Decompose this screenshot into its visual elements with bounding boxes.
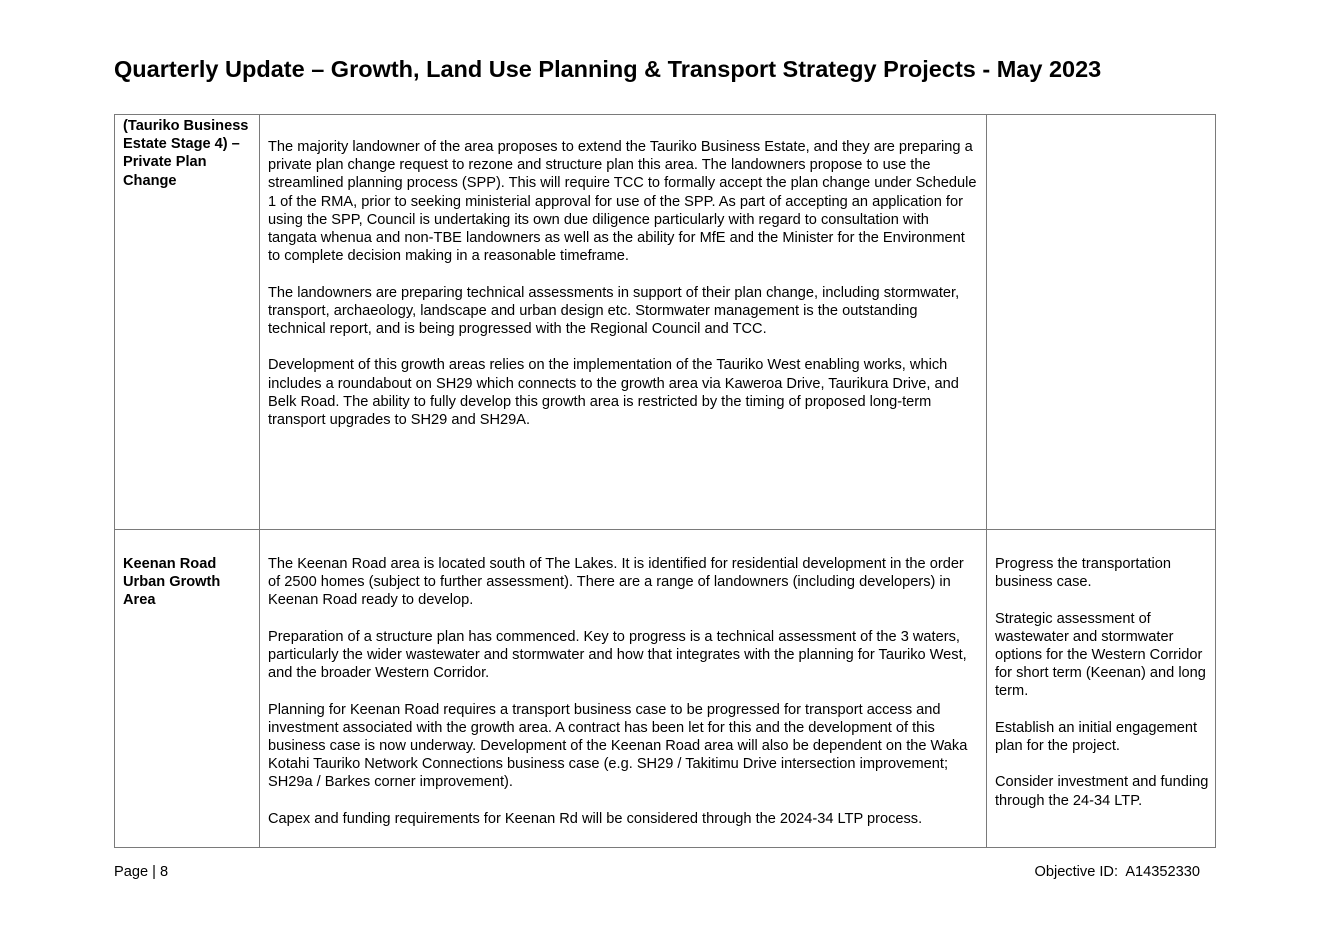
- table-row-keenan-road: [115, 530, 1216, 848]
- next-step-item: Progress the transportation business case.: [995, 556, 1172, 591]
- next-steps-cell: [987, 530, 1216, 848]
- project-table: [114, 114, 1216, 848]
- description-paragraph: Capex and funding requirements for Keenan Rd will be considered through the 2024-34 LTP process.: [268, 810, 923, 827]
- objective-id: Objective ID: A14352330: [1034, 864, 1200, 880]
- project-name: (Tauriko Business Estate Stage 4) – Private Plan Change: [123, 118, 249, 189]
- project-name: Keenan Road Urban Growth Area: [123, 556, 221, 609]
- project-name-cell: [115, 115, 260, 530]
- page-title: Quarterly Update – Growth, Land Use Planning & Transport Strategy Projects - May 2023: [114, 56, 1102, 82]
- page-number: Page | 8: [114, 864, 169, 880]
- project-name-cell: [115, 530, 260, 848]
- next-steps-cell: [987, 115, 1216, 530]
- description-paragraph: The landowners are preparing technical assessments in support of their plan change, including stormwater, transport, archaeology, landscape and urban design etc. Stormwater management is the outstanding technical report, and is being progressed with the Regional Council and TCC.: [268, 284, 960, 338]
- description-paragraph: Development of this growth areas relies on the implementation of the Tauriko West enabling works, which includes a roundabout on SH29 which connects to the growth area via Kaweroa Drive, Taurikura Drive, and Belk Road. The ability to fully develop this growth area is restricted by the timing of proposed long-term transport upgrades to SH29 and SH29A.: [268, 357, 959, 429]
- description-paragraph: The majority landowner of the area proposes to extend the Tauriko Business Estate, and they are preparing a private plan change request to rezone and structure plan this area. The landowners propose to use the streamlined planning process (SPP). This will require TCC to formally accept the plan change under Schedule 1 of the RMA, prior to seeking ministerial approval for use of the SPP. As part of accepting an application for using the SPP, Council is undertaking its own due diligence particularly with regard to consultation with tangata whenua and non-TBE landowners as well as the ability for MfE and the Minister for the Environment to complete decision making in a reasonable timeframe.: [268, 139, 977, 265]
- description-paragraph: The Keenan Road area is located south of The Lakes. It is identified for residential development in the order of 2500 homes (subject to further assessment). There are a range of landowners (including developers) in Keenan Road ready to develop.: [268, 556, 964, 609]
- table-row-tauriko-stage-4: [115, 115, 1216, 530]
- next-step-item: Consider investment and funding through the 24-34 LTP.: [995, 774, 1209, 809]
- description-paragraph: Preparation of a structure plan has commenced. Key to progress is a technical assessment of the 3 waters, particularly the wider wastewater and stormwater and how that integrates with the planning for Tauriko West, and the broader Western Corridor.: [268, 628, 967, 682]
- description-paragraph: Planning for Keenan Road requires a transport business case to be progressed for transport access and investment associated with the growth area. A contract has been let for this and the development of this business case is now underway. Development of the Keenan Road area will also be dependent on the Waka Kotahi Tauriko Network Connections business case (e.g. SH29 / Takitimu Drive intersection improvement; SH29a / Barkes corner improvement).: [268, 701, 968, 791]
- next-step-item: Strategic assessment of wastewater and stormwater options for the Western Corridor for short term (Keenan) and long term.: [995, 610, 1206, 700]
- next-step-item: Establish an initial engagement plan for the project.: [995, 719, 1198, 754]
- project-description-cell: [260, 115, 987, 530]
- project-description-cell: [260, 530, 987, 848]
